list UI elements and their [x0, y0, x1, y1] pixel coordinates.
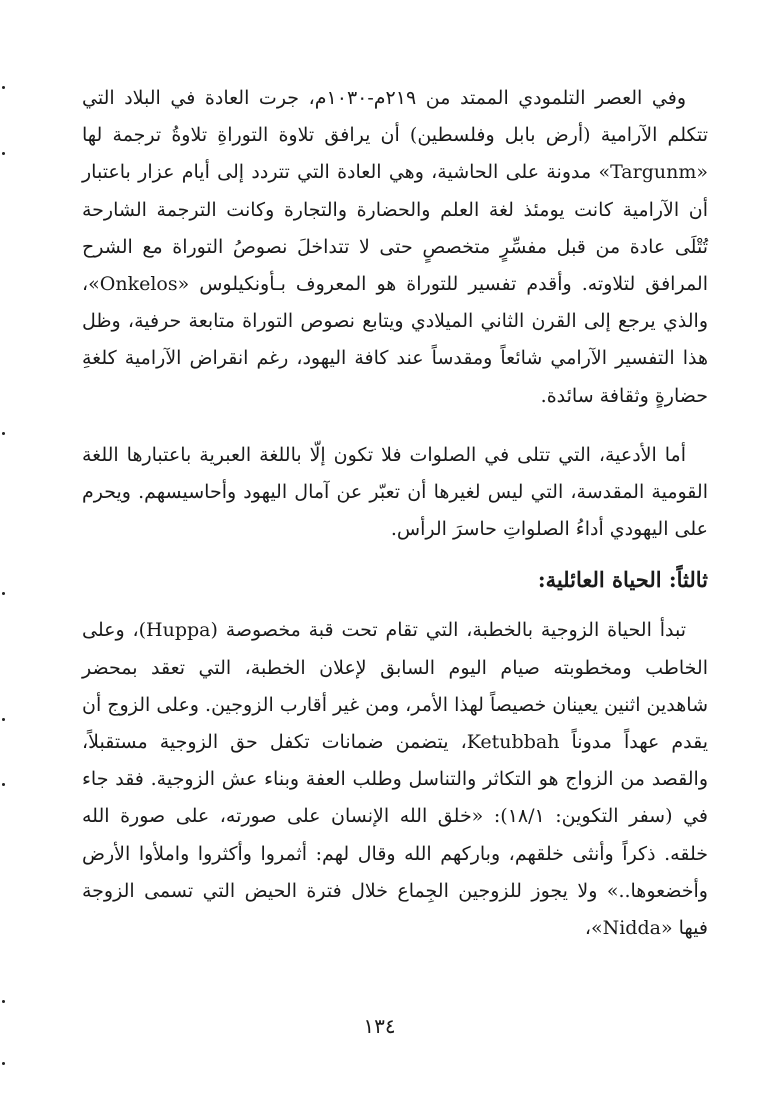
scan-edge-mark — [2, 1000, 5, 1003]
scan-edge-mark — [2, 718, 5, 721]
scan-edge-mark — [2, 783, 5, 786]
paragraph-marriage: تبدأ الحياة الزوجية بالخطبة، التي تقام تحت قبة مخصوصة (Huppa)، وعلى الخاطب ومخطوبته صيام اليوم السابق لإعلان الخطبة، التي تعقد بمحضر شاهدين اثنين يعينان خصيصاً لهذا الأمر، ومن غير أقارب الزوجين. وعلى الزوج أن يقدم عهداً مدوناً Ketubbah، يتضمن ضمانات تكفل حق الزوجية مستقبلاً، والقصد من الزواج هو التكاثر والتناسل وطلب العفة وبناء عش الزوجية. فقد جاء في (سفر التكوين: ١٨/١): «خلق الله الإنسان على صورته، على صورة الله خلقه. ذكراً وأنثى خلقهم، وباركهم الله وقال لهم: أثمروا وأكثروا واملأوا الأرض وأخضعوها..» ولا يجوز للزوجين الجِماع خلال فترة الحيض التي تسمى الزوجة فيها «Nidda»، — [82, 619, 708, 940]
scan-edge-mark — [2, 592, 5, 595]
paragraph-talmudic-era: وفي العصر التلمودي الممتد من ٢١٩م-١٠٣٠م، جرت العادة في البلاد التي تتكلم الآرامية (أرض بابل وفلسطين) أن يرافق تلاوة التوراةِ تلاوةُ ترجمة لها «Targunm» مدونة على الحاشية، وهي العادة التي تتردد إلى أيام عزار باعتبار أن الآرامية كانت يومئذ لغة العلم والحضارة والتجارة وكانت الترجمة الشارحة تُتْلَى عادة من قبل مفسِّرٍ متخصصٍ حتى لا تتداخلَ نصوصُ التوراة مع الشرح المرافق لتلاوته. وأقدم تفسير للتوراة هو المعروف بـأونكيلوس «Onkelos»، والذي يرجع إلى القرن الثاني الميلادي ويتابع نصوص التوراة متابعة حرفية، وظل هذا التفسير الآرامي شائعاً ومقدساً عند كافة اليهود، رغم انقراض الآرامية كلغةِ حضارةٍ وثقافة سائدة. — [82, 87, 708, 407]
section-heading-family-life: ثالثاً: الحياة العائلية: — [537, 567, 708, 593]
scan-edge-mark — [2, 86, 5, 89]
scan-edge-mark — [2, 152, 5, 155]
scan-edge-mark — [2, 432, 5, 435]
paragraph-prayers: أما الأدعية، التي تتلى في الصلوات فلا تكون إلّا باللغة العبرية باعتبارها اللغة القومية المقدسة، التي ليس لغيرها أن تعبّر عن آمال اليهود وأحاسيسهم. ويحرم على اليهودي أداءُ الصلواتِ حاسرَ الرأس. — [82, 443, 708, 541]
page-body — [82, 80, 708, 947]
page-number: ١٣٤ — [363, 1014, 396, 1038]
scan-edge-mark — [2, 1062, 5, 1065]
